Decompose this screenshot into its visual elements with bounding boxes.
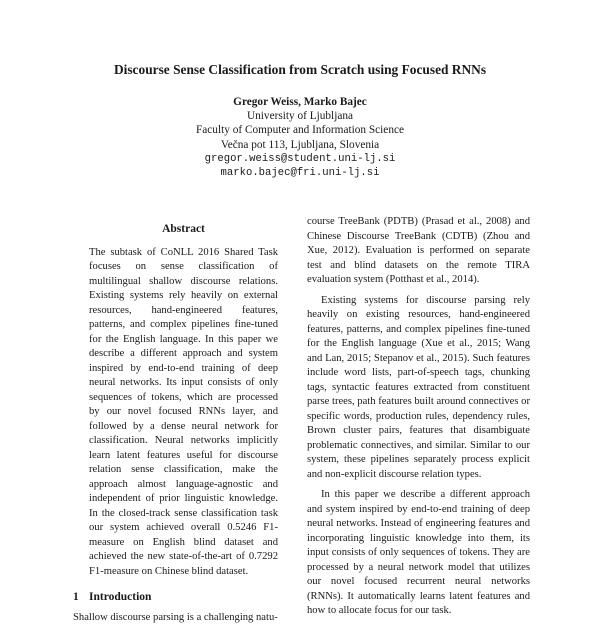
right-column <box>307 215 530 619</box>
section-heading-introduction <box>73 590 294 605</box>
affiliation-faculty: Faculty of Computer and Information Science <box>40 123 560 137</box>
left-column <box>73 222 294 625</box>
paper-title: Discourse Sense Classification from Scratch using Focused RNNs <box>40 62 560 78</box>
author-block <box>40 95 560 180</box>
author-email-1: gregor.weiss@student.uni-lj.si <box>40 152 560 166</box>
affiliation-address: Večna pot 113, Ljubljana, Slovenia <box>40 138 560 152</box>
section-title: Introduction <box>89 591 151 603</box>
affiliation-university: University of Ljubljana <box>40 109 560 123</box>
abstract-heading: Abstract <box>73 222 294 237</box>
paragraph-our-approach: In this paper we describe a different approach and system inspired by end-to-end training of deep neural networks. Instead of engineering features and incorporating linguistic knowledge into them, its input consists of only sequences of tokens. They are processed by a neural network model that utilizes our novel focused recurrent neural networks (RNNs). It automatically learns latent features and how to allocate focus for our task. <box>307 488 530 619</box>
paragraph-continuation: course TreeBank (PDTB) (Prasad et al., 2008) and Chinese Discourse TreeBank (CDTB) (Zhou and Xue, 2012). Evaluation is performed on separate test and blind datasets on the remote TIRA evaluation system (Potthast et al., 2014). <box>307 215 530 288</box>
section-number: 1 <box>73 590 89 605</box>
introduction-first-line: Shallow discourse parsing is a challenging natu- <box>73 611 294 625</box>
author-names: Gregor Weiss, Marko Bajec <box>40 95 560 109</box>
abstract-text: The subtask of CoNLL 2016 Shared Task focuses on sense classification of multilingual shallow discourse relations. Existing systems rely heavily on external resources, hand-engineered features, patterns, and complex pipelines fine-tuned for the English language. In this paper we describe a different approach and system inspired by end-to-end training of deep neural networks. Its input consists of only sequences of tokens, which are processed by our novel focused RNNs layer, and followed by a dense neural network for classification. Neural networks implicitly learn latent features useful for discourse relation sense classification, make the approach almost language-agnostic and independent of prior linguistic knowledge. In the closed-track sense classification task our system achieved overall 0.5246 F1-measure on English blind dataset and achieved the new state-of-the-art of 0.7292 F1-measure on Chinese blind dataset. <box>73 246 294 580</box>
paragraph-existing-systems: Existing systems for discourse parsing rely heavily on existing resources, hand-engineered features, patterns, and complex pipelines fine-tuned for the English language (Xue et al., 2015; Wang and Lan, 2015; Stepanov et al., 2015). Such features include word lists, part-of-speech tags, chunking tags, syntactic features extracted from constituent parse trees, path features built around connectives or specific words, production rules, dependency rules, Brown cluster pairs, features that disambiguate problematic connectives, and similar. Similar to our system, these pipelines separately process explicit and non-explicit discourse relation types. <box>307 294 530 483</box>
author-email-2: marko.bajec@fri.uni-lj.si <box>40 166 560 180</box>
